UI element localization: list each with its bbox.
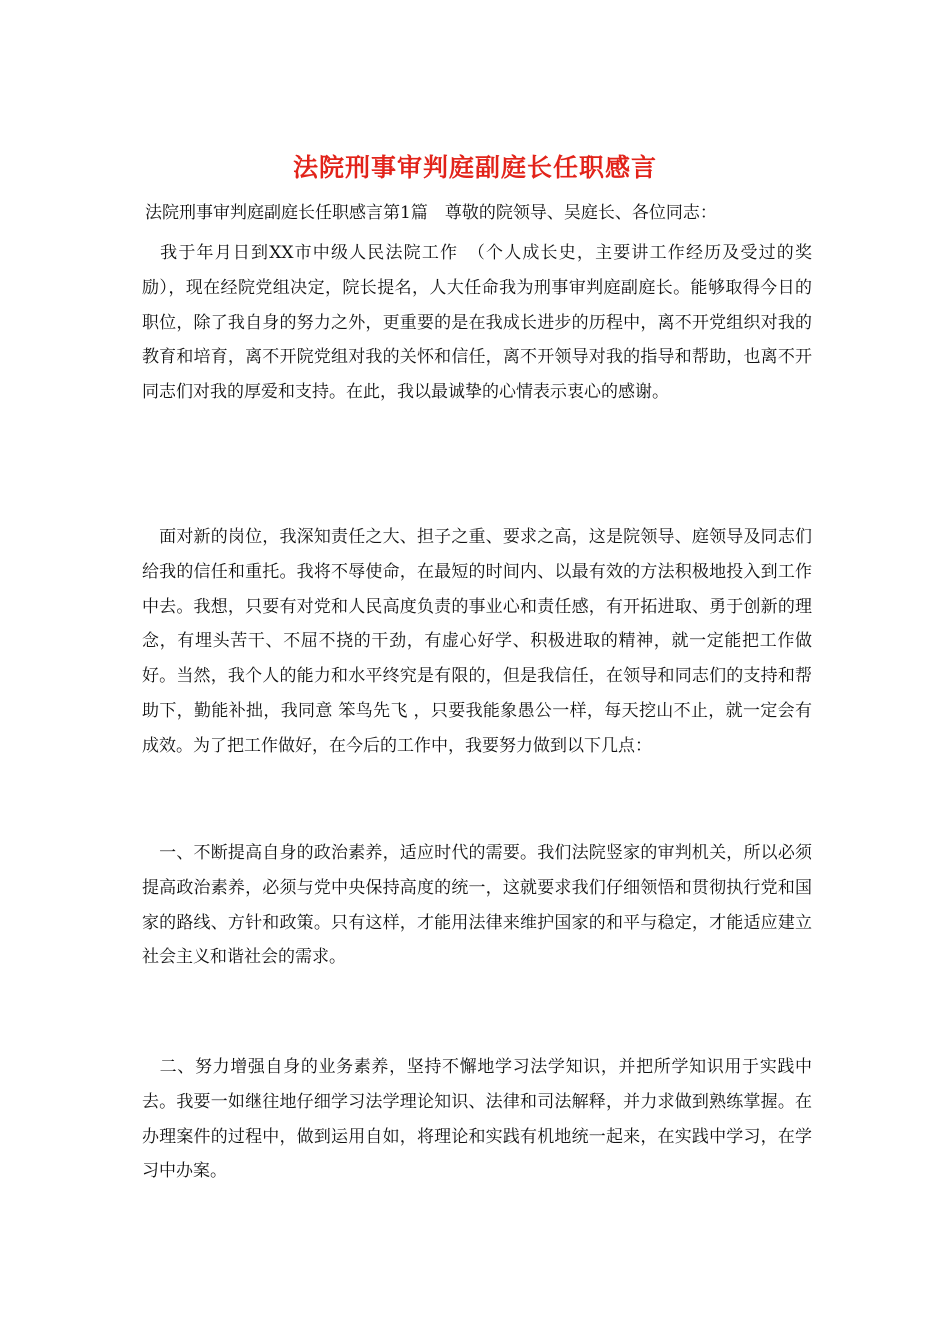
paragraph-3: 一、不断提高自身的政治素养，适应时代的需要。我们法院竖家的审判机关，所以必须提高政治素养，必须与党中央保持高度的统一，这就要求我们仔细领悟和贯彻执行党和国家的路线、方针和政策。只有这样，才能用法律来维护国家的和平与稳定，才能适应建立社会主义和谐社会的需求。 — [142, 843, 812, 968]
paragraph-2: 面对新的岗位，我深知责任之大、担子之重、要求之高，这是院领导、庭领导及同志们给我的信任和重托。我将不辱使命，在最短的时间内、以最有效的方法积极地投入到工作中去。我想，只要有对党和人民高度负责的事业心和责任感，有开拓进取、勇于创新的理念，有埋头苦干、不屈不挠的干劲，有虚心好学、积极进取的精神，就一定能把工作做好。当然，我个人的能力和水平终究是有限的，但是我信任，在领导和同志们的支持和帮助下，勤能补拙，我同意 笨鸟先飞 ，只要我能象愚公一样，每天挖山不止，就一定会有成效。为了把工作做好，在今后的工作中，我要努力做到以下几点： — [142, 527, 812, 756]
paragraph-1: 我于年月日到XX市中级人民法院工作 （个人成长史，主要讲工作经历及受过的奖励），现在经院党组决定，院长提名，人大任命我为刑事审判庭副庭长。能够取得今日的职位，除了我自身的努力之外，更重要的是在我成长进步的历程中，离不开党组织对我的教育和培育，离不开院党组对我的关怀和信任，离不开领导对我的指导和帮助，也离不开同志们对我的厚爱和支持。在此，我以最诚挚的心情表示衷心的感谢。 — [142, 243, 812, 403]
document-intro: 法院刑事审判庭副庭长任职感言第1篇 尊敬的院领导、吴庭长、各位同志： — [145, 203, 717, 223]
paragraph-4: 二、努力增强自身的业务素养，坚持不懈地学习法学知识，并把所学知识用于实践中去。我要一如继往地仔细学习法学理论知识、法律和司法解释，并力求做到熟练掌握。在办理案件的过程中，做到运用自如，将理论和实践有机地统一起来，在实践中学习，在学习中办案。 — [142, 1057, 812, 1182]
document-title: 法院刑事审判庭副庭长任职感言 — [292, 153, 657, 182]
